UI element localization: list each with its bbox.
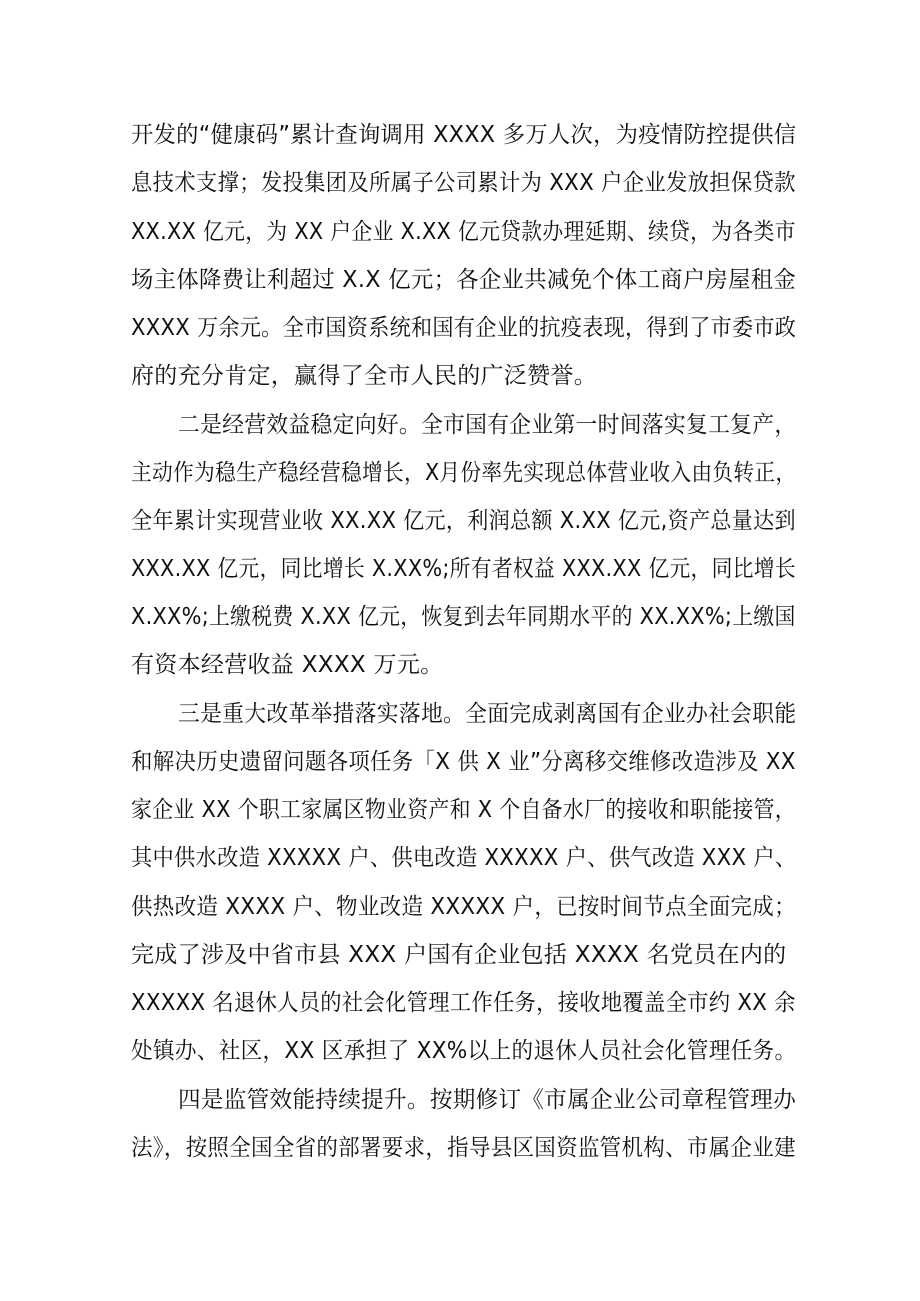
text-line: 息技术支撑；发投集团及所属子公司累计为 XXX 户企业发放担保贷款 — [131, 170, 796, 196]
text-line: 处镇办、社区，XX 区承担了 XX%以上的退休人员社会化管理任务。 — [131, 1038, 797, 1064]
text-line: 供热改造 XXXX 户、物业改造 XXXXX 户，已按时间节点全面完成； — [131, 894, 796, 920]
text-line: 主动作为稳生产稳经营稳增长，X月份率先实现总体营业收入由负转正， — [131, 460, 797, 486]
paragraph-first-line: 三是重大改革举措落实落地。全面完成剥离国有企业办社会职能 — [178, 701, 797, 727]
text-line: 全年累计实现营业收 XX.XX 亿元，利润总额 X.XX 亿元,资产总量达到 — [131, 508, 796, 534]
text-line: 和解决历史遗留问题各项任务「X 供 X 业”分离移交维修改造涉及 XX — [131, 749, 796, 775]
text-line: XXXX 万余元。全市国资系统和国有企业的抗疫表现，得到了市委市政 — [131, 315, 797, 341]
text-line: XX.XX 亿元，为 XX 户企业 X.XX 亿元贷款办理延期、续贷，为各类市 — [131, 219, 796, 245]
text-line: 家企业 XX 个职工家属区物业资产和 X 个自备水厂的接收和职能接管， — [131, 797, 797, 823]
paragraph-first-line: 四是监管效能持续提升。按期修订《市属企业公司章程管理办 — [178, 1087, 797, 1113]
text-line: 府的充分肯定，赢得了全市人民的广泛赞誉。 — [131, 363, 597, 389]
text-line: XXX.XX 亿元，同比增长 X.XX%;所有者权益 XXX.XX 亿元，同比增长 — [131, 556, 796, 582]
text-line: 其中供水改造 XXXXX 户、供电改造 XXXXX 户、供气改造 XXX 户、 — [131, 845, 797, 871]
text-line: 有资本经营收益 XXXX 万元。 — [131, 652, 444, 678]
paragraph-first-line: 二是经营效益稳定向好。全市国有企业第一时间落实复工复产， — [178, 412, 797, 438]
text-line: 场主体降费让利超过 X.X 亿元；各企业共减免个体工商户房屋租金 — [131, 267, 797, 293]
text-line: XXXXX 名退休人员的社会化管理工作任务，接收地覆盖全市约 XX 余 — [131, 990, 796, 1016]
text-line: 法》，按照全国全省的部署要求，指导县区国资监管机构、市属企业建 — [131, 1135, 796, 1161]
text-line: 完成了涉及中省市县 XXX 户国有企业包括 XXXX 名党员在内的 — [131, 942, 787, 968]
text-line: X.XX%;上缴税费 X.XX 亿元，恢复到去年同期水平的 XX.XX%;上缴国 — [131, 604, 796, 630]
text-line: 开发的“健康码”累计查询调用 XXXX 多万人次，为疫情防控提供信 — [131, 122, 797, 148]
